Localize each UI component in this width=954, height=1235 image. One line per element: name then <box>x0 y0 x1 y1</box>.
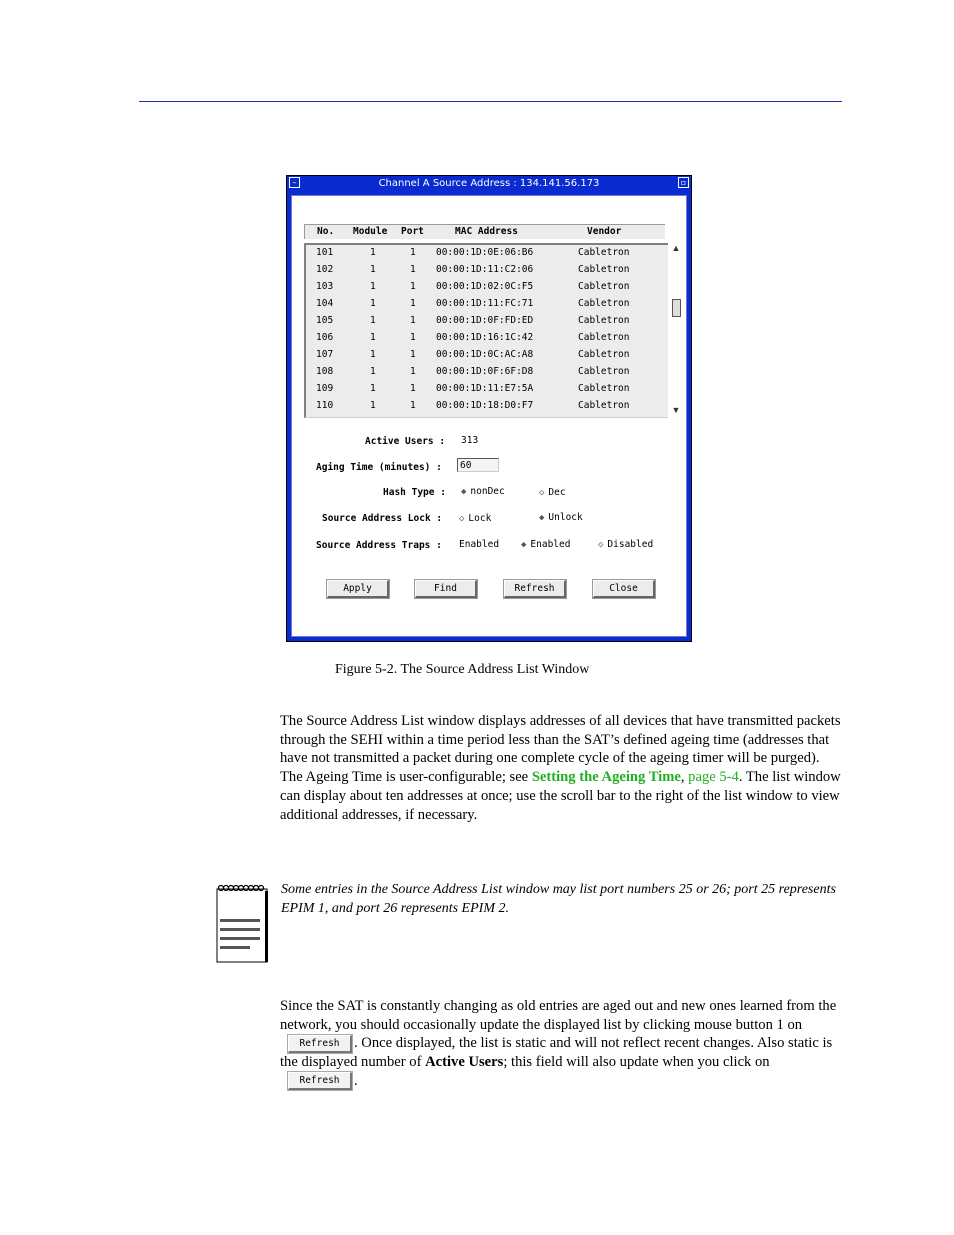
table-cell: 1 <box>410 349 416 360</box>
aging-time-input[interactable]: 60 <box>457 458 499 472</box>
table-cell: 1 <box>410 247 416 258</box>
table-cell: 00:00:1D:0F:FD:ED <box>436 315 534 326</box>
table-cell: 1 <box>370 383 376 394</box>
table-cell: 101 <box>316 247 334 258</box>
table-cell: 00:00:1D:0F:6F:D8 <box>436 366 534 377</box>
table-cell: 110 <box>316 400 334 411</box>
table-cell: 00:00:1D:16:1C:42 <box>436 332 534 343</box>
sa-lock-label: Source Address Lock : <box>322 513 443 524</box>
note-text: Some entries in the Source Address List window may list port numbers 25 or 26; port 25 represents EPIM 1, and port 26 represents EPIM 2. <box>281 882 836 916</box>
table-cell: Cabletron <box>578 315 630 326</box>
table-cell: 1 <box>410 366 416 377</box>
window-minimize-icon[interactable]: ▫ <box>678 177 689 188</box>
table-cell: 1 <box>370 315 376 326</box>
table-cell: 1 <box>370 281 376 292</box>
sa-traps-disabled-radio[interactable]: ◇ Disabled <box>598 539 654 550</box>
table-row[interactable] <box>306 245 668 262</box>
hash-dec-radio[interactable]: ◇ Dec <box>539 487 566 498</box>
table-cell: 1 <box>370 298 376 309</box>
table-cell: 1 <box>410 332 416 343</box>
table-cell: 105 <box>316 315 334 326</box>
table-cell: Cabletron <box>578 400 630 411</box>
table-cell: 1 <box>370 247 376 258</box>
table-cell: 107 <box>316 349 334 360</box>
table-cell: 1 <box>370 366 376 377</box>
window-menu-icon[interactable]: – <box>289 177 300 188</box>
paragraph-source-address-list: The Source Address List window displays addresses of all devices that have transmitted packets through the SEHI within a time period less than the SAT’s defined ageing time (addresses that have not transmitted a packet during one complete cycle of the ageing timer will be purged). The Ageing Time is user-configurable; see Setting the Ageing Time, page 5-4. The list window can display about ten addresses at once; use the scroll bar to the right of the list window to view additional addresses, if necessary. <box>280 713 841 823</box>
table-cell: 00:00:1D:0C:AC:A8 <box>436 349 534 360</box>
table-cell: 1 <box>410 315 416 326</box>
table-cell: Cabletron <box>578 366 630 377</box>
table-cell: 00:00:1D:11:FC:71 <box>436 298 534 309</box>
table-cell: 00:00:1D:11:C2:06 <box>436 264 534 275</box>
table-cell: 00:00:1D:18:D0:F7 <box>436 400 534 411</box>
table-cell: 1 <box>410 298 416 309</box>
table-cell: 102 <box>316 264 334 275</box>
hash-nondec-radio[interactable]: ◆ nonDec <box>461 486 505 497</box>
table-cell: 00:00:1D:11:E7:5A <box>436 383 534 394</box>
table-cell: Cabletron <box>578 264 630 275</box>
col-port: Port <box>401 226 424 237</box>
list-scrollbar[interactable] <box>671 243 681 415</box>
table-cell: Cabletron <box>578 281 630 292</box>
scroll-thumb[interactable] <box>672 299 681 317</box>
table-row[interactable] <box>306 330 668 347</box>
table-cell: 00:00:1D:0E:06:B6 <box>436 247 534 258</box>
radio-off-icon: ◇ <box>459 514 465 524</box>
table-row[interactable] <box>306 262 668 279</box>
window-title: Channel A Source Address : 134.141.56.173 <box>378 178 600 189</box>
scroll-down-icon[interactable]: ▼ <box>671 405 681 415</box>
table-row[interactable] <box>306 313 668 330</box>
table-cell: 00:00:1D:02:0C:F5 <box>436 281 534 292</box>
col-mac: MAC Address <box>455 226 518 237</box>
table-cell: Cabletron <box>578 247 630 258</box>
col-module: Module <box>353 226 388 237</box>
col-vendor: Vendor <box>587 226 622 237</box>
table-cell: 103 <box>316 281 334 292</box>
radio-on-icon: ◆ <box>461 487 467 497</box>
active-users-value: 313 <box>461 435 479 446</box>
inline-refresh-button-1[interactable]: Refresh <box>288 1035 352 1053</box>
find-button[interactable]: Find <box>415 580 477 598</box>
table-cell: 109 <box>316 383 334 394</box>
col-no: No. <box>317 226 335 237</box>
sa-traps-status: Enabled <box>459 539 500 550</box>
table-cell: Cabletron <box>578 298 630 309</box>
table-row[interactable] <box>306 347 668 364</box>
setting-ageing-time-link[interactable]: Setting the Ageing Time <box>531 769 681 786</box>
notepad-icon <box>216 883 268 963</box>
window-titlebar[interactable] <box>287 176 691 191</box>
table-cell: 106 <box>316 332 334 343</box>
table-cell: 1 <box>370 349 376 360</box>
refresh-button[interactable]: Refresh <box>504 580 566 598</box>
table-cell: 1 <box>410 281 416 292</box>
figure-caption: Figure 5-2. The Source Address List Window <box>335 662 590 677</box>
sa-traps-label: Source Address Traps : <box>316 540 442 551</box>
apply-button[interactable]: Apply <box>327 580 389 598</box>
radio-on-icon: ◆ <box>521 540 527 550</box>
table-row[interactable] <box>306 398 668 415</box>
radio-off-icon: ◇ <box>598 540 604 550</box>
table-cell: Cabletron <box>578 349 630 360</box>
radio-off-icon: ◇ <box>539 488 545 498</box>
table-cell: 1 <box>370 332 376 343</box>
address-list[interactable] <box>304 243 668 418</box>
table-row[interactable] <box>306 296 668 313</box>
page-link[interactable]: page 5-4 <box>688 769 739 786</box>
header-rule <box>139 101 842 102</box>
sa-lock-radio[interactable]: ◇ Lock <box>459 513 492 524</box>
table-cell: Cabletron <box>578 383 630 394</box>
active-users-label: Active Users : <box>365 436 446 447</box>
table-cell: 1 <box>370 264 376 275</box>
sa-traps-enabled-radio[interactable]: ◆ Enabled <box>521 539 571 550</box>
table-cell: 104 <box>316 298 334 309</box>
close-button[interactable]: Close <box>593 580 655 598</box>
paragraph-refresh: Since the SAT is constantly changing as old entries are aged out and new ones learned from the network, you should occasionally update the displayed list by clicking mouse button 1 onRefresh . Once displayed, the list is static and will not reflect recent changes. Also static is the displayed number of Active Users; this field will also update when you click onRefresh . <box>280 998 837 1089</box>
list-header <box>304 224 665 239</box>
inline-refresh-button-2[interactable]: Refresh <box>288 1072 352 1090</box>
table-row[interactable] <box>306 279 668 296</box>
table-cell: 1 <box>370 400 376 411</box>
table-cell: 1 <box>410 264 416 275</box>
table-cell: 1 <box>410 400 416 411</box>
table-row[interactable] <box>306 381 668 398</box>
table-row[interactable] <box>306 364 668 381</box>
scroll-up-icon[interactable]: ▲ <box>671 243 681 253</box>
aging-time-label: Aging Time (minutes) : <box>316 462 442 473</box>
radio-on-icon: ◆ <box>539 513 545 523</box>
source-address-window <box>286 175 692 642</box>
table-cell: 108 <box>316 366 334 377</box>
sa-unlock-radio[interactable]: ◆ Unlock <box>539 512 583 523</box>
table-cell: 1 <box>410 383 416 394</box>
table-cell: Cabletron <box>578 332 630 343</box>
hash-type-label: Hash Type : <box>383 487 446 498</box>
